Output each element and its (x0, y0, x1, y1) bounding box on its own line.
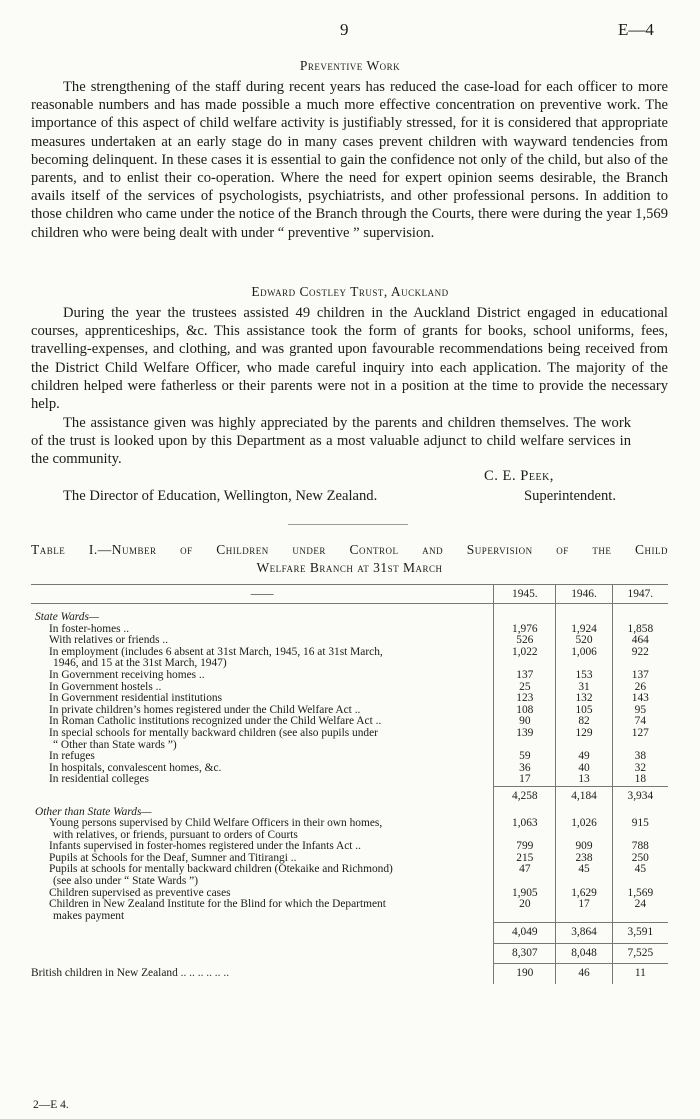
other-total-row (31, 922, 668, 943)
cell-1946: 40 (556, 763, 612, 775)
signature-name: C. E. Peek, (484, 468, 554, 484)
cell-1947: 127 (612, 728, 668, 751)
row-label: In hospitals, convalescent homes, &c. (49, 761, 222, 774)
cell-1947: 250 (612, 853, 668, 865)
table-title-line-1: Table I.—Number of Children under Control and Supervision of the Child (31, 542, 668, 557)
cell-1947: 1,858 (612, 624, 668, 636)
page-number: 9 (340, 20, 349, 39)
row-label-continued: (see also under “ State Wards ”) (53, 875, 198, 888)
addressee: The Director of Education, Wellington, New Zealand. (63, 488, 378, 504)
row-label: In Roman Catholic institutions recognized under the Child Welfare Act .. (49, 715, 382, 728)
row-label-continued: 1946, and 15 at the 31st March, 1947) (53, 657, 227, 670)
state-ward-row (31, 751, 668, 763)
cell-1946: 1,006 (556, 647, 612, 670)
trust-paragraph-2: The assistance given was highly appreciated by the parents and children themselves. The work of the trust is looked upon by this Department as a most valuable adjunct to child welfare services in the community. (31, 415, 631, 468)
row-label: Young persons supervised by Child Welfare Officers in their own homes, (49, 817, 383, 830)
row-label: In residential colleges (49, 773, 149, 786)
cell-1945: 1,022 (494, 647, 556, 670)
state-ward-row (31, 647, 668, 670)
other-heading: Other than State Wards— (35, 805, 152, 818)
row-label: Pupils at schools for mentally backward children (Otekaike and Richmond) (49, 863, 393, 876)
british-cell: 190 (494, 964, 556, 984)
preventive-paragraph: The strengthening of the staff during recent years has reduced the case-load for each officer to more reasonable numbers and has made possible a much more effective concentration on preventive work. The importance of this aspect of child welfare activity is justifiably stressed, for it is considered that appropriate measures undertaken at an early stage do in many cases prevent children with wayward tendencies from becoming delinquent. In these cases it is essential to gain the confidence not only of the child, but also of the parents, and to enlist their co-operation. Where the need for expert opinion seems desirable, the Branch avails itself of the services of psychologists, psychiatrists, and other professional persons. In addition to those children who came under the notice of the Branch through the Courts, there were during the year 1,569 children who were being dealt with under “ preventive ” supervision. (31, 79, 668, 241)
cell-1945: 20 (494, 899, 556, 922)
section-divider (288, 524, 408, 525)
dot-leader: .. .. .. .. .. .. (177, 966, 230, 979)
year-1945: 1945. (494, 585, 556, 604)
cell-1946: 1,924 (556, 624, 612, 636)
cell-1945: 17 (494, 774, 556, 786)
row-label: In foster-homes .. (49, 622, 130, 635)
cell-1945: 1,976 (494, 624, 556, 636)
grand-total-row (31, 943, 668, 964)
row-label: Children in New Zealand Institute for the Blind for which the Department (49, 898, 386, 911)
table-title (31, 541, 668, 577)
children-table (31, 584, 668, 984)
british-label: British children in New Zealand (31, 966, 178, 979)
other-row (31, 864, 668, 887)
cell-1945: 8,307 (494, 943, 556, 964)
cell-1946: 17 (556, 899, 612, 922)
row-label: In Government hostels .. (49, 680, 162, 693)
british-cell: 46 (556, 964, 612, 984)
british-children-row (31, 964, 668, 984)
cell-1947: 18 (612, 774, 668, 786)
cell-1946: 8,048 (556, 943, 612, 964)
cell-1946: 31 (556, 682, 612, 694)
cell-1946: 129 (556, 728, 612, 751)
cell-1946: 49 (556, 751, 612, 763)
cell-1945: 1,063 (494, 818, 556, 841)
cell-1945: 108 (494, 705, 556, 717)
cell-1945: 1,905 (494, 888, 556, 900)
year-1947: 1947. (612, 585, 668, 604)
cell-1947: 143 (612, 693, 668, 705)
cell-1947: 3,934 (612, 786, 668, 806)
cell-1946: 238 (556, 853, 612, 865)
cell-1947: 74 (612, 716, 668, 728)
state-ward-row (31, 774, 668, 786)
other-row (31, 899, 668, 922)
cell-1947: 7,525 (612, 943, 668, 964)
cell-1946: 45 (556, 864, 612, 887)
row-label: Children supervised as preventive cases (49, 886, 231, 899)
cell-1947: 922 (612, 647, 668, 670)
cell-1946: 13 (556, 774, 612, 786)
cell-1947: 45 (612, 864, 668, 887)
cell-1945: 137 (494, 670, 556, 682)
cell-1945: 25 (494, 682, 556, 694)
cell-1947: 26 (612, 682, 668, 694)
row-label: In employment (includes 6 absent at 31st March, 1945, 16 at 31st March, (49, 645, 383, 658)
cell-1947: 915 (612, 818, 668, 841)
cell-1947: 137 (612, 670, 668, 682)
cell-1945: 47 (494, 864, 556, 887)
row-label: In Government receiving homes .. (49, 668, 205, 681)
cell-1946: 520 (556, 635, 612, 647)
cell-1946: 909 (556, 841, 612, 853)
preventive-heading: Preventive Work (299, 58, 401, 73)
state-ward-row (31, 670, 668, 682)
cell-1946: 4,184 (556, 786, 612, 806)
row-label: With relatives or friends .. (49, 634, 169, 647)
cell-1947: 1,569 (612, 888, 668, 900)
row-label: In special schools for mentally backward children (see also pupils under (49, 726, 378, 739)
cell-1946: 1,026 (556, 818, 612, 841)
cell-1946: 153 (556, 670, 612, 682)
row-label: Infants supervised in foster-homes registered under the Infants Act .. (49, 840, 361, 853)
row-label-continued: makes payment (53, 909, 125, 922)
table-title-line-2: Welfare Branch at 31st March (256, 560, 443, 575)
cell-1947: 32 (612, 763, 668, 775)
row-label: In refuges (49, 750, 95, 763)
row-label: In private children’s homes registered under the Child Welfare Act .. (49, 703, 361, 716)
cell-1946: 132 (556, 693, 612, 705)
signature-title: Superintendent. (524, 488, 617, 504)
cell-1947: 95 (612, 705, 668, 717)
cell-1947: 24 (612, 899, 668, 922)
trust-paragraph-1: During the year the trustees assisted 49 children in the Auckland District engaged in educational courses, apprenticeships, &c. This assistance took the form of grants for books, school uniforms, fees, travelling-expenses, and clothing, and was granted upon favourable recommendations being received from the District Child Welfare Officer, who made careful inquiry into each application. The majority of the children helped were fatherless or their parents were not in a position at the time to provide the necessary help. (31, 305, 668, 413)
cell-1945: 799 (494, 841, 556, 853)
cell-1945: 4,258 (494, 786, 556, 806)
cell-1946: 1,629 (556, 888, 612, 900)
cell-1945: 139 (494, 728, 556, 751)
cell-1947: 464 (612, 635, 668, 647)
cell-1947: 788 (612, 841, 668, 853)
cell-1945: 36 (494, 763, 556, 775)
state-wards-heading-row (31, 612, 668, 624)
cell-1945: 59 (494, 751, 556, 763)
cell-1947: 38 (612, 751, 668, 763)
british-cell: 11 (612, 964, 668, 984)
state-wards-total-row (31, 786, 668, 806)
year-1946: 1946. (556, 585, 612, 604)
footer-mark: 2—E 4. (33, 1099, 69, 1111)
state-wards-heading: State Wards— (35, 611, 100, 623)
state-ward-row (31, 693, 668, 705)
table-header-row (31, 585, 668, 604)
cell-1945: 90 (494, 716, 556, 728)
cell-1945: 526 (494, 635, 556, 647)
cell-1945: 4,049 (494, 922, 556, 943)
row-label: In Government residential institutions (49, 692, 223, 705)
row-label: Pupils at Schools for the Deaf, Sumner and Titirangi .. (49, 851, 297, 864)
report-code: E—4 (618, 20, 654, 39)
row-label-continued: with relatives, or friends, pursuant to orders of Courts (53, 828, 298, 841)
row-label-continued: “ Other than State wards ”) (53, 738, 177, 751)
cell-1946: 82 (556, 716, 612, 728)
header-dash: —— (31, 585, 494, 604)
cell-1946: 3,864 (556, 922, 612, 943)
cell-1947: 3,591 (612, 922, 668, 943)
state-ward-row (31, 728, 668, 751)
cell-1945: 215 (494, 853, 556, 865)
other-row (31, 818, 668, 841)
cell-1946: 105 (556, 705, 612, 717)
cell-1945: 123 (494, 693, 556, 705)
trust-heading: Edward Costley Trust, Auckland (251, 284, 449, 299)
